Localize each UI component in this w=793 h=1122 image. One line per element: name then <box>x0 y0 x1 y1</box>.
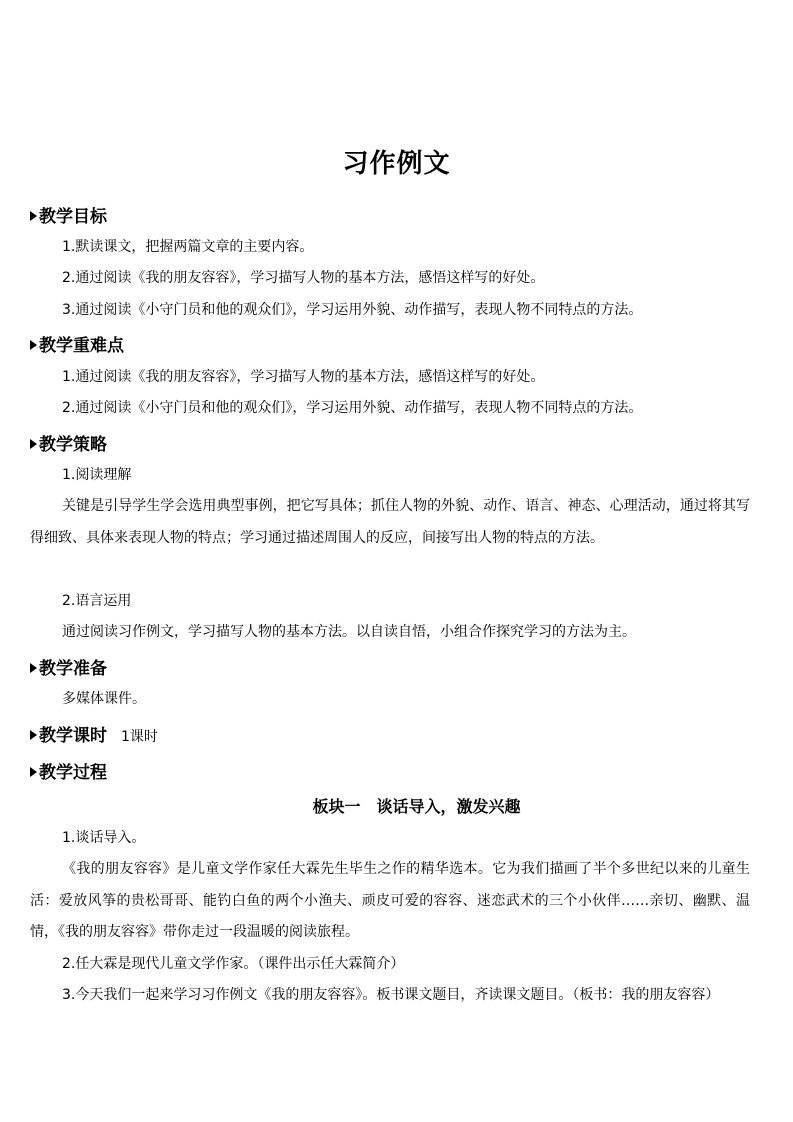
triangle-bullet-icon <box>30 211 37 221</box>
section-heading-strategy: 教学策略 <box>30 430 107 455</box>
triangle-bullet-icon <box>30 663 37 673</box>
section-heading-preparation: 教学准备 <box>30 654 107 679</box>
section-heading-goals: 教学目标 <box>30 202 107 227</box>
process-step-3: 3.今天我们一起来学习习作例文《我的朋友容容》。板书课文题目，齐读课文题目。（板书：我的朋友容容） <box>62 987 720 1003</box>
block-title: 板块一 谈话导入，激发兴趣 <box>312 797 521 816</box>
key-point-item: 2.通过阅读《小守门员和他的观众们》，学习运用外貌、动作描写，表现人物不同特点的方法。 <box>62 400 643 416</box>
strategy-label-language: 2.语言运用 <box>62 593 132 609</box>
preparation-text: 多媒体课件。 <box>62 691 146 707</box>
page-title: 习作例文 <box>342 149 451 179</box>
process-step-1-text: 《我的朋友容容》是儿童文学作家任大霖先生毕生之作的精华选本。它为我们描画了半个多世纪以来的儿童生活：爱放风筝的贵松哥哥、能钓白鱼的两个小渔夫、顽皮可爱的容容、迷恋武术的三个小伙伴……亲切、幽默、温情，《我的朋友容容》带你走过一段温暖的阅读旅程。 <box>30 861 750 941</box>
key-point-item: 1.通过阅读《我的朋友容容》，学习描写人物的基本方法，感悟这样写的好处。 <box>62 369 545 385</box>
strategy-text-reading: 关键是引导学生学会选用典型事例，把它写具体；抓住人物的外貌、动作、语言、神态、心理活动，通过将其写得细致、具体来表现人物的特点；学习通过描述周围人的反应，间接写出人物的特点的方法。 <box>30 498 750 546</box>
triangle-bullet-icon <box>30 439 37 449</box>
triangle-bullet-icon <box>30 340 37 350</box>
section-heading-hours: 教学课时 1课时 <box>30 721 158 746</box>
goal-item: 1.默读课文，把握两篇文章的主要内容。 <box>62 239 314 255</box>
triangle-bullet-icon <box>30 767 37 777</box>
section-heading-process: 教学过程 <box>30 758 107 783</box>
strategy-text-language: 通过阅读习作例文，学习描写人物的基本方法。以自读自悟，小组合作探究学习的方法为主。 <box>62 624 636 640</box>
goal-item: 2.通过阅读《我的朋友容容》，学习描写人物的基本方法，感悟这样写的好处。 <box>62 270 545 286</box>
strategy-label-reading: 1.阅读理解 <box>62 467 132 483</box>
section-heading-key-points: 教学重难点 <box>30 331 124 356</box>
hours-value: 1课时 <box>121 729 158 745</box>
triangle-bullet-icon <box>30 730 37 740</box>
process-step-1: 1.谈话导入。 <box>62 830 146 846</box>
process-step-2: 2.任大霖是现代儿童文学作家。（课件出示任大霖简介） <box>62 956 405 972</box>
goal-item: 3.通过阅读《小守门员和他的观众们》，学习运用外貌、动作描写，表现人物不同特点的方法。 <box>62 302 643 318</box>
